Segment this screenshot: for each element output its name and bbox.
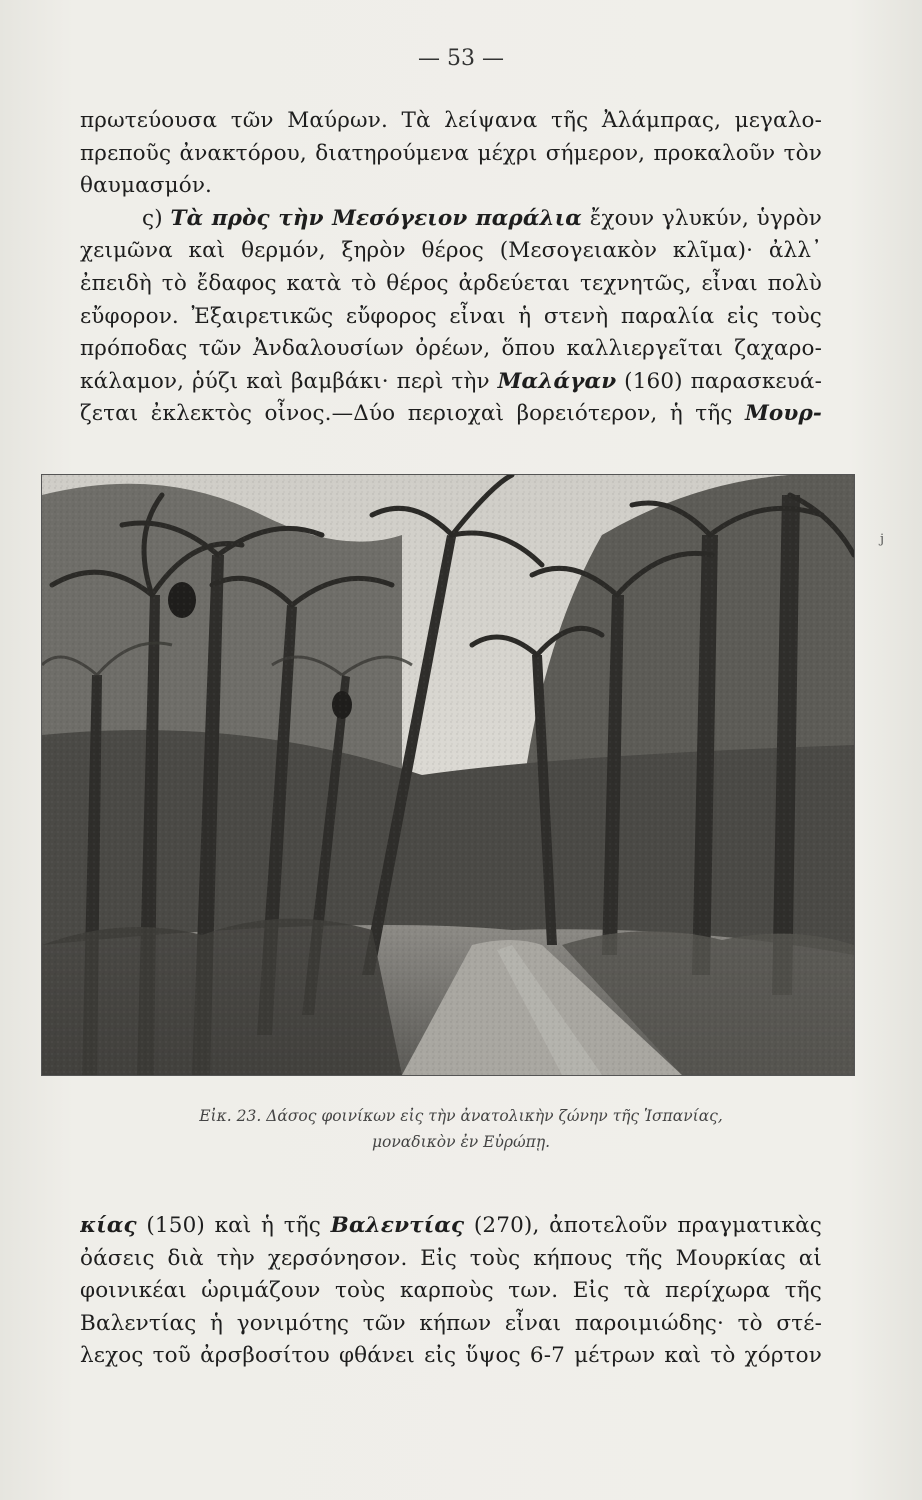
place-name-murcia: Μουρ- [744, 401, 822, 427]
figure-caption-line-1: Εἰκ. 23. Δάσος φοινίκων εἰς τὴν ἀνατολικὴν ζώνην τῆς Ἱσπανίας, [199, 1107, 723, 1125]
text-line: πρεποῦς ἀνακτόρου, διατηρούμενα μέχρι σήμερον, προκαλοῦν τὸν [80, 140, 822, 166]
text-line: εὔφορον. Ἐξαιρετικῶς εὔφορος εἶναι ἡ στενὴ παραλία εἰς τοὺς [80, 303, 822, 329]
text-line: φοινικέαι ὡριμάζουν τοὺς καρποὺς των. Εἰς τὰ περίχωρα τῆς [80, 1278, 822, 1304]
heading-emphasis: Τὰ πρὸς τὴν Μεσόγειον παράλια [170, 205, 583, 231]
place-name-malaga: Μαλάγαν [497, 368, 617, 394]
text-line: χειμῶνα καὶ θερμόν, ξηρὸν θέρος (Μεσογειακὸν κλῖμα)· ἀλλ᾿ [80, 238, 822, 264]
figure-caption-line-2: μοναδικὸν ἐν Εὐρώπῃ. [371, 1133, 551, 1151]
text-line: Βαλεντίας ἡ γονιμότης τῶν κήπων εἶναι παροιμιώδης· τὸ στέ- [80, 1310, 822, 1336]
text-line: κάλαμον, ῥύζι καὶ βαμβάκι· περὶ τὴν Μαλάγαν (160) παρασκευά- [80, 368, 822, 394]
text-line: ὀάσεις διὰ τὴν χερσόνησον. Εἰς τοὺς κήπους τῆς Μουρκίας αἱ [80, 1245, 822, 1271]
palm-grove-photo [42, 475, 854, 1075]
text-line: κίας (150) καὶ ἡ τῆς Βαλεντίας (270), ἀποτελοῦν πραγματικὰς [80, 1213, 822, 1238]
margin-mark: j [880, 532, 885, 547]
text-line: πρωτεύουσα τῶν Μαύρων. Τὰ λείψανα τῆς Ἀλάμπρας, μεγαλο- [80, 108, 822, 133]
text-line: λεχος τοῦ ἀρσβοσίτου φθάνει εἰς ὕψος 6-7 μέτρων καὶ τὸ χόρτον [80, 1343, 822, 1369]
text-line: ζεται ἐκλεκτὸς οἶνος.—Δύο περιοχαὶ βορειότερον, ἡ τῆς Μουρ- [80, 401, 822, 427]
text-line: ς) Τὰ πρὸς τὴν Μεσόγειον παράλια ἔχουν γλυκύν, ὑγρὸν [142, 205, 822, 231]
text-line: πρόποδας τῶν Ἀνδαλουσίων ὀρέων, ὅπου καλλιεργεῖται ζαχαρο- [80, 336, 822, 362]
text-line: ἐπειδὴ τὸ ἔδαφος κατὰ τὸ θέρος ἀρδεύεται τεχνητῶς, εἶναι πολὺ [80, 270, 822, 296]
place-name-valencia: Βαλεντίας [330, 1213, 465, 1238]
bottom-paragraph [80, 1210, 822, 1373]
top-paragraph [80, 105, 822, 431]
page-number: — 53 — [418, 46, 504, 71]
text-line: θαυμασμόν. [80, 173, 213, 199]
place-name-murcia-cont: κίας [80, 1213, 137, 1238]
